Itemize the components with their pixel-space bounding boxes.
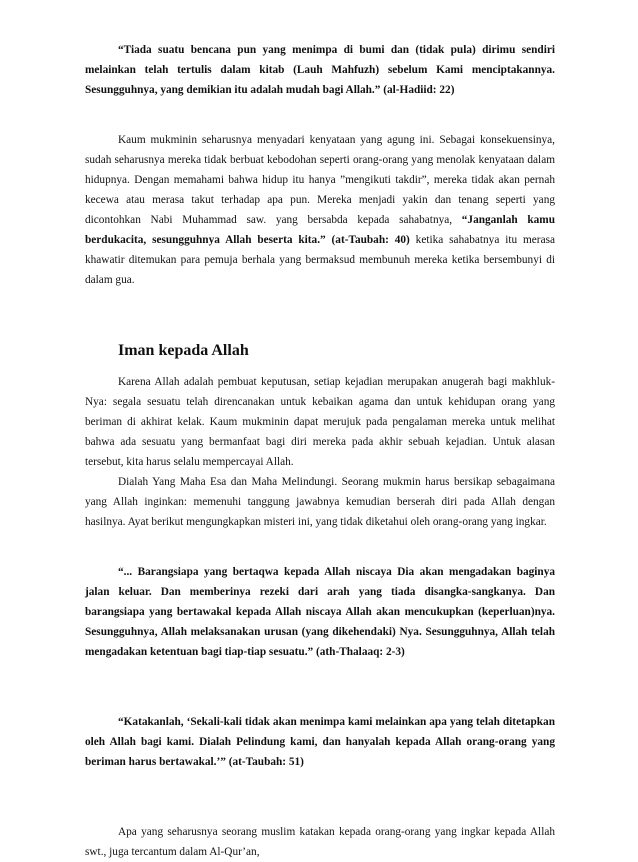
- paragraph-karena-allah: Karena Allah adalah pembuat keputusan, setiap kejadian merupakan anugerah bagi makhluk-Nya: segala sesuatu telah direncanakan untuk kebaikan agama dan untuk kehidupan orang yang beriman di akhirat kelak. Kaum mukminin dapat merujuk pada pengalaman mereka untuk melihat bahwa ada sesuatu yang bermanfaat bagi diri mereka pada akhir sebuah kejadian. Untuk alasan tersebut, kita harus selalu mempercayai Allah.: [85, 376, 555, 468]
- quote-at-taubah-51: “Katakanlah, ‘Sekali-kali tidak akan menimpa kami melainkan apa yang telah ditetapkan oleh Allah bagi kami. Dialah Pelindung kami, dan hanyalah kepada Allah orang-orang yang beriman harus bertawakal.’” (at-Taubah: 51): [85, 716, 555, 768]
- paragraph-dialah: Dialah Yang Maha Esa dan Maha Melindungi. Seorang mukmin harus bersikap sebagaimana yang Allah inginkan: memenuhi tanggung jawabnya kemudian berserah diri pada Allah dengan hasilnya. Ayat berikut mengungkapkan misteri ini, yang tidak diketahui oleh orang-orang yang ingkar.: [85, 476, 555, 528]
- quote-at-taubah-40: “Janganlah kamu berdukacita, sesungguhnya Allah beserta kita.” (at-Taubah: 40): [85, 214, 555, 246]
- paragraph-kaum-mukminin-tail: ketika sahabatnya itu merasa khawatir ditemukan para pemuja berhala yang bermaksud membunuh mereka ketika bersembunyi di dalam gua.: [85, 234, 555, 286]
- paragraph-kaum-mukminin-text: Kaum mukminin seharusnya menyadari kenyataan yang agung ini. Sebagai konsekuensinya, sudah seharusnya mereka tidak berbuat kebodohan seperti orang-orang yang menolak kenyataan dalam hidupnya. Dengan memahami bahwa hidup itu hanya ”mengikuti takdir”, mereka tidak akan pernah kecewa atau merasa takut terhadap apa pun. Mereka menjadi yakin dan tenang seperti yang dicontohkan Nabi Muhammad saw. yang bersabda kepada sahabatnya,: [85, 134, 555, 226]
- paragraph-apa-yang: Apa yang seharusnya seorang muslim katakan kepada orang-orang yang ingkar kepada Allah swt., juga tercantum dalam Al-Qur’an,: [85, 826, 555, 858]
- section-heading: Iman kepada Allah: [118, 342, 249, 359]
- document-page: [85, 40, 555, 862]
- paragraph-kaum-mukminin: [85, 130, 555, 290]
- quote-ath-thalaaq: “... Barangsiapa yang bertaqwa kepada Allah niscaya Dia akan mengadakan baginya jalan keluar. Dan memberinya rezeki dari arah yang tiada disangka-sangkanya. Dan barangsiapa yang bertawakal kepada Allah niscaya Allah akan mencukupkan (keperluan)nya. Sesungguhnya, Allah melaksanakan urusan (yang dikehendaki) Nya. Sesungguhnya, Allah telah mengadakan ketentuan bagi tiap-tiap sesuatu.” (ath-Thalaaq: 2-3): [85, 566, 555, 658]
- quote-al-hadiid: “Tiada suatu bencana pun yang menimpa di bumi dan (tidak pula) dirimu sendiri melainkan telah tertulis dalam kitab (Lauh Mahfuzh) sebelum Kami menciptakannya. Sesungguhnya, yang demikian itu adalah mudah bagi Allah.” (al-Hadiid: 22): [85, 44, 555, 96]
